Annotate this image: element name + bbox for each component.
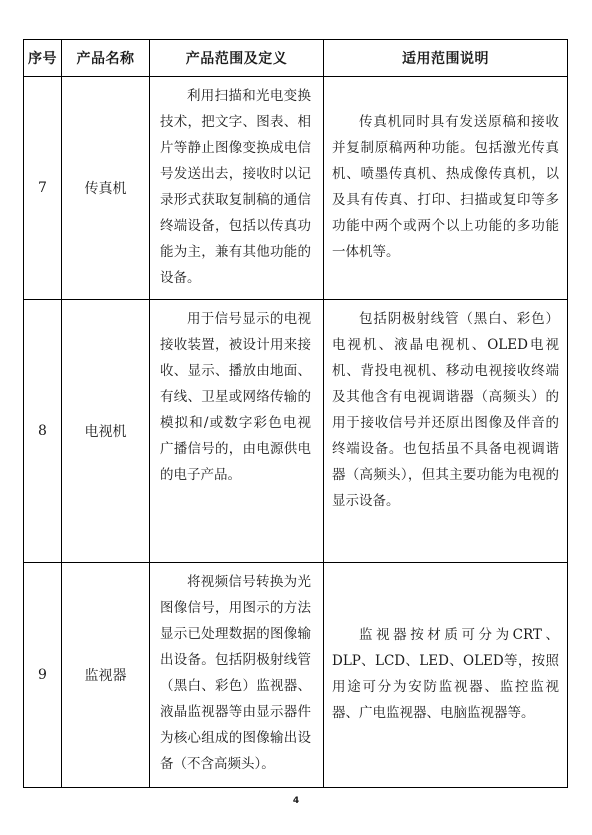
header-serial: 序号: [24, 40, 62, 77]
table-row: [24, 563, 568, 788]
table-header-row: [24, 40, 568, 77]
row-definition: 利用扫描和光电变换技术，把文字、图表、相片等静止图像变换成电信号发送出去，接收时以记录形式获取复制稿的通信终端设备，包括以传真功能为主，兼有其他功能的设备。: [150, 77, 324, 300]
header-definition: 产品范围及定义: [150, 40, 324, 77]
product-scope-table: [23, 39, 568, 788]
row-product-name: 传真机: [62, 77, 150, 300]
row-definition: 用于信号显示的电视接收装置，被设计用来接收、显示、播放由地面、有线、卫星或网络传输的模拟和/或数字彩色电视广播信号的，由电源供电的电子产品。: [150, 300, 324, 563]
row-product-name: 监视器: [62, 563, 150, 788]
row-serial: 9: [24, 563, 62, 788]
header-scope: 适用范围说明: [324, 40, 568, 77]
row-definition: 将视频信号转换为光图像信号，用图示的方法显示已处理数据的图像输出设备。包括阴极射线管（黑白、彩色）监视器、液晶监视器等由显示器件为核心组成的图像输出设备（不含高频头）。: [150, 563, 324, 788]
row-serial: 8: [24, 300, 62, 563]
row-scope: 传真机同时具有发送原稿和接收并复制原稿两种功能。包括激光传真机、喷墨传真机、热成像传真机，以及具有传真、打印、扫描或复印等多功能中两个或两个以上功能的多功能一体机等。: [324, 77, 568, 300]
row-scope: 包括阴极射线管（黑白、彩色）电视机、液晶电视机、OLED电视机、背投电视机、移动电视接收终端及其他含有电视调谐器（高频头）的用于接收信号并还原出图像及伴音的终端设备。也包括虽不具备电视调谐器（高频头），但其主要功能为电视的显示设备。: [324, 300, 568, 563]
table-row: [24, 300, 568, 563]
header-product-name: 产品名称: [62, 40, 150, 77]
table-row: [24, 77, 568, 300]
row-product-name: 电视机: [62, 300, 150, 563]
row-scope: 监视器按材质可分为CRT、DLP、LCD、LED、OLED等，按照用途可分为安防监视器、监控监视器、广电监视器、电脑监视器等。: [324, 563, 568, 788]
page-number: 4: [292, 796, 300, 806]
row-serial: 7: [24, 77, 62, 300]
